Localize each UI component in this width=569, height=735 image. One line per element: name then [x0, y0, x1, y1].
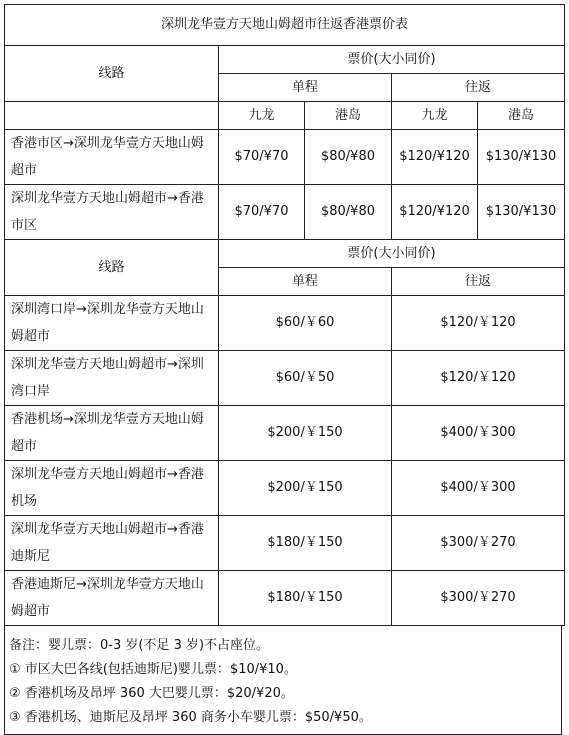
table-row — [5, 130, 565, 185]
infant-remark: 备注：婴儿票：0-3 岁(不足 3 岁)不占座位。 — [9, 638, 270, 653]
price-cell: $120/￥120 — [392, 296, 565, 351]
price-header: 票价(大小同价) — [219, 46, 565, 74]
note-item: ① 市区大巴各线(包括迪斯尼)婴儿票：$10/¥10。 — [9, 662, 297, 677]
note-item: ② 香港机场及昂坪 360 大巴婴儿票：$20/¥20。 — [9, 686, 294, 701]
price-cell: $60/￥60 — [219, 296, 392, 351]
route-cell: 香港机场→深圳龙华壹方天地山姆超市 — [5, 406, 219, 461]
price-cell: $60/￥50 — [219, 351, 392, 406]
price-cell: $120/¥120 — [392, 185, 478, 240]
table-row — [5, 516, 565, 571]
price-cell: $120/¥120 — [392, 130, 478, 185]
price-cell: $130/¥130 — [478, 185, 565, 240]
note-item: ③ 香港机场、迪斯尼及昂坪 360 商务小车婴儿票：$50/¥50。 — [9, 710, 372, 725]
kowloon-header: 九龙 — [392, 102, 478, 130]
fare-table — [4, 4, 565, 626]
price-cell: $300/￥270 — [392, 516, 565, 571]
price-cell: $80/¥80 — [305, 130, 392, 185]
table-row — [5, 571, 565, 626]
hk-island-header: 港岛 — [305, 102, 392, 130]
price-cell: $400/￥300 — [392, 406, 565, 461]
table-row — [5, 406, 565, 461]
blank-cell — [5, 102, 219, 130]
return-header: 往返 — [392, 268, 565, 296]
price-cell: $300/￥270 — [392, 571, 565, 626]
route-cell: 香港迪斯尼→深圳龙华壹方天地山姆超市 — [5, 571, 219, 626]
kowloon-header: 九龙 — [219, 102, 305, 130]
single-header: 单程 — [219, 268, 392, 296]
table-row — [5, 296, 565, 351]
route-cell: 深圳龙华壹方天地山姆超市→香港市区 — [5, 185, 219, 240]
price-cell: $120/￥120 — [392, 351, 565, 406]
route-header: 线路 — [5, 240, 219, 296]
price-cell: $400/￥300 — [392, 461, 565, 516]
route-cell: 深圳龙华壹方天地山姆超市→香港机场 — [5, 461, 219, 516]
hk-island-header: 港岛 — [478, 102, 565, 130]
table-row — [5, 461, 565, 516]
route-cell: 深圳龙华壹方天地山姆超市→香港迪斯尼 — [5, 516, 219, 571]
price-cell: $70/¥70 — [219, 130, 305, 185]
notes-section — [4, 626, 562, 735]
price-cell: $130/¥130 — [478, 130, 565, 185]
price-cell: $80/¥80 — [305, 185, 392, 240]
route-cell: 深圳湾口岸→深圳龙华壹方天地山姆超市 — [5, 296, 219, 351]
price-cell: $180/￥150 — [219, 571, 392, 626]
price-cell: $70/¥70 — [219, 185, 305, 240]
price-cell: $180/￥150 — [219, 516, 392, 571]
table-row — [5, 185, 565, 240]
route-cell: 深圳龙华壹方天地山姆超市→深圳湾口岸 — [5, 351, 219, 406]
fare-sheet — [4, 4, 564, 735]
route-cell: 香港市区→深圳龙华壹方天地山姆超市 — [5, 130, 219, 185]
price-cell: $200/￥150 — [219, 406, 392, 461]
price-header: 票价(大小同价) — [219, 240, 565, 268]
price-cell: $200/￥150 — [219, 461, 392, 516]
single-header: 单程 — [219, 74, 392, 102]
table-row — [5, 351, 565, 406]
route-header: 线路 — [5, 46, 219, 102]
table-title: 深圳龙华壹方天地山姆超市往返香港票价表 — [5, 5, 565, 46]
return-header: 往返 — [392, 74, 565, 102]
